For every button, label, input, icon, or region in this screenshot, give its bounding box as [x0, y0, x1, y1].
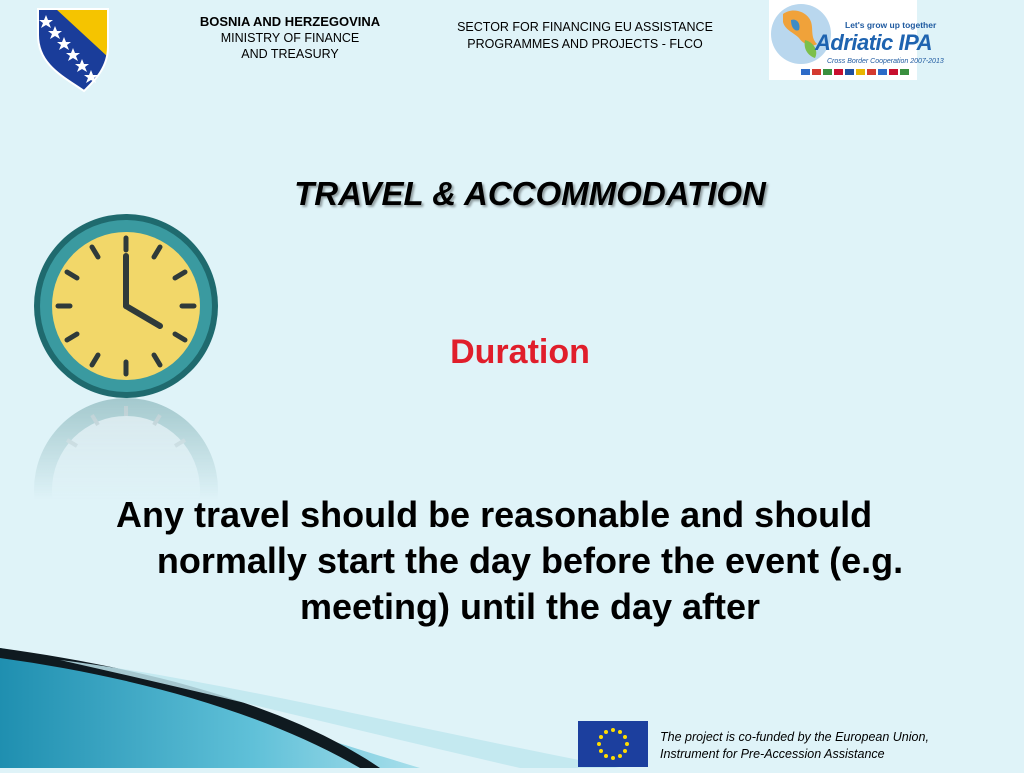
sector-line-1: SECTOR FOR FINANCING EU ASSISTANCE	[457, 20, 713, 34]
ministry-name-cont: AND TREASURY	[241, 47, 339, 61]
ministry-name: MINISTRY OF FINANCE	[220, 31, 360, 45]
footer-line-1: The project is co-funded by the European Union,	[660, 730, 929, 744]
ministry-country: BOSNIA AND HERZEGOVINA	[199, 14, 381, 29]
body-line-1: Any travel should be reasonable and should	[116, 494, 873, 535]
eu-flag-icon	[578, 721, 648, 767]
eu-funding-note	[660, 729, 1010, 763]
slide-subtitle: Duration	[450, 333, 590, 371]
sector-line-2: PROGRAMMES AND PROJECTS - FLCO	[467, 37, 703, 51]
body-line-2: normally start the day before the event (e.g.	[156, 540, 904, 581]
logo-slogan: Let's grow up together	[845, 20, 937, 30]
slide-title: TRAVEL & ACCOMMODATION	[294, 175, 766, 212]
logo-subtitle: Cross Border Cooperation 2007-2013	[827, 58, 944, 65]
logo-brand: Adriatic IPA	[815, 30, 933, 55]
footer-line-2: Instrument for Pre-Accession Assistance	[660, 747, 885, 761]
body-line-3: meeting) until the day after	[299, 586, 761, 627]
clock-icon	[32, 210, 222, 500]
bih-coat-of-arms	[36, 7, 110, 93]
sector-heading	[420, 19, 750, 53]
ministry-heading	[176, 14, 404, 62]
flag-strip	[801, 69, 909, 75]
adriatic-ipa-logo	[769, 0, 944, 80]
slide-body	[100, 492, 960, 630]
